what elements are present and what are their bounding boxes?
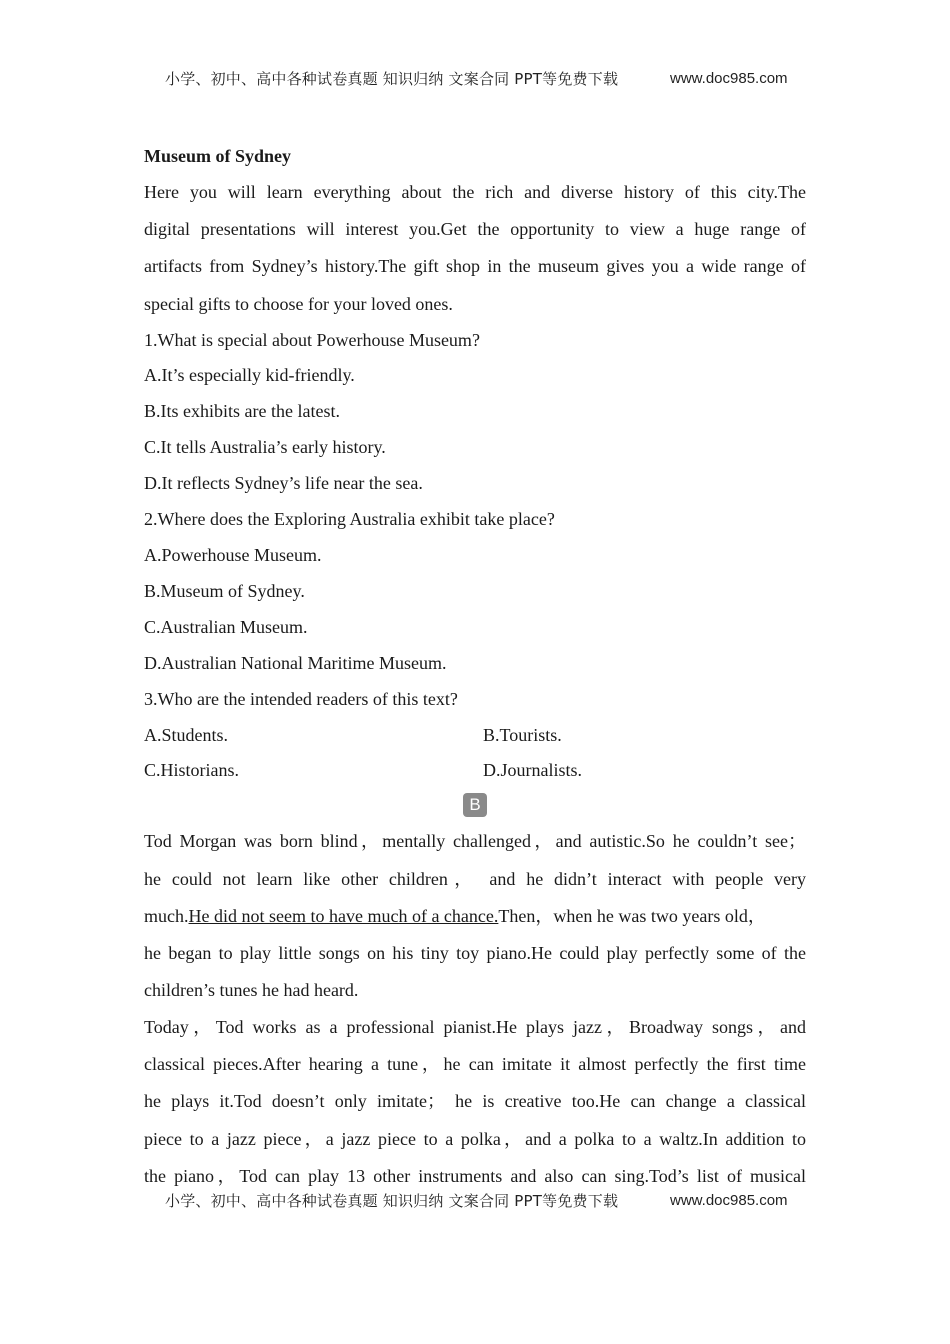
- passage-line: Here you will learn everything about the rich and diverse history of this city.The: [144, 182, 806, 202]
- question-stem: 2.Where does the Exploring Australia exhibit take place?: [144, 509, 555, 529]
- page-header: [165, 67, 805, 91]
- answer-option: A.Students.: [144, 725, 229, 745]
- underlined-sentence: He did not seem to have much of a chance.: [188, 906, 499, 926]
- answer-option: B.Tourists.: [483, 725, 562, 745]
- passage-line: digital presentations will interest you.Get the opportunity to view a huge range of: [144, 219, 806, 239]
- answer-option: D.Journalists.: [483, 760, 582, 780]
- passage-line: children’s tunes he had heard.: [144, 980, 359, 1000]
- question-stem: 1.What is special about Powerhouse Museum?: [144, 330, 480, 350]
- answer-option: C.Australian Museum.: [144, 617, 308, 637]
- passage-line: he began to play little songs on his tiny toy piano.He could play perfectly some of the: [144, 943, 806, 963]
- passage-line: artifacts from Sydney’s history.The gift shop in the museum gives you a wide range of: [144, 256, 806, 276]
- passage-line: he could not learn like other children， and he didn’t interact with people very: [144, 869, 806, 889]
- answer-option: A.Powerhouse Museum.: [144, 545, 322, 565]
- section-title: Museum of Sydney: [144, 146, 292, 166]
- answer-option: B.Museum of Sydney.: [144, 581, 305, 601]
- page-footer: [165, 1189, 805, 1213]
- answer-option: B.Its exhibits are the latest.: [144, 401, 340, 421]
- passage-line: classical pieces.After hearing a tune，he can imitate it almost perfectly the first time: [144, 1054, 806, 1074]
- answer-option: C.It tells Australia’s early history.: [144, 437, 386, 457]
- footer-url[interactable]: www.doc985.com: [670, 1192, 788, 1209]
- question-stem: 3.Who are the intended readers of this text?: [144, 689, 458, 709]
- passage-line: he plays it.Tod doesn’t only imitate； he is creative too.He can change a classical: [144, 1091, 806, 1111]
- passage-line: the piano，Tod can play 13 other instruments and also can sing.Tod’s list of musical: [144, 1166, 806, 1186]
- text-span: much.: [144, 906, 189, 926]
- answer-option: D.It reflects Sydney’s life near the sea.: [144, 473, 423, 493]
- text-span: Then，when he was two years old，: [498, 906, 766, 926]
- footer-text: 小学、初中、高中各种试卷真题 知识归纳 文案合同 PPT等免费下载: [165, 1192, 619, 1210]
- answer-option: A.It’s especially kid-friendly.: [144, 365, 355, 385]
- header-url[interactable]: www.doc985.com: [670, 70, 788, 87]
- passage-line: Tod Morgan was born blind，mentally challenged，and autistic.So he couldn’t see；: [144, 831, 806, 851]
- passage-line: special gifts to choose for your loved ones.: [144, 294, 453, 314]
- passage-line: Today，Tod works as a professional pianist.He plays jazz，Broadway songs，and: [144, 1017, 806, 1037]
- passage-line: piece to a jazz piece，a jazz piece to a polka，and a polka to a waltz.In addition to: [144, 1129, 806, 1149]
- answer-option: D.Australian National Maritime Museum.: [144, 653, 447, 673]
- passage-line: [144, 901, 806, 931]
- answer-option: C.Historians.: [144, 760, 240, 780]
- header-text: 小学、初中、高中各种试卷真题 知识归纳 文案合同 PPT等免费下载: [165, 70, 619, 88]
- section-b-badge: B: [463, 793, 487, 817]
